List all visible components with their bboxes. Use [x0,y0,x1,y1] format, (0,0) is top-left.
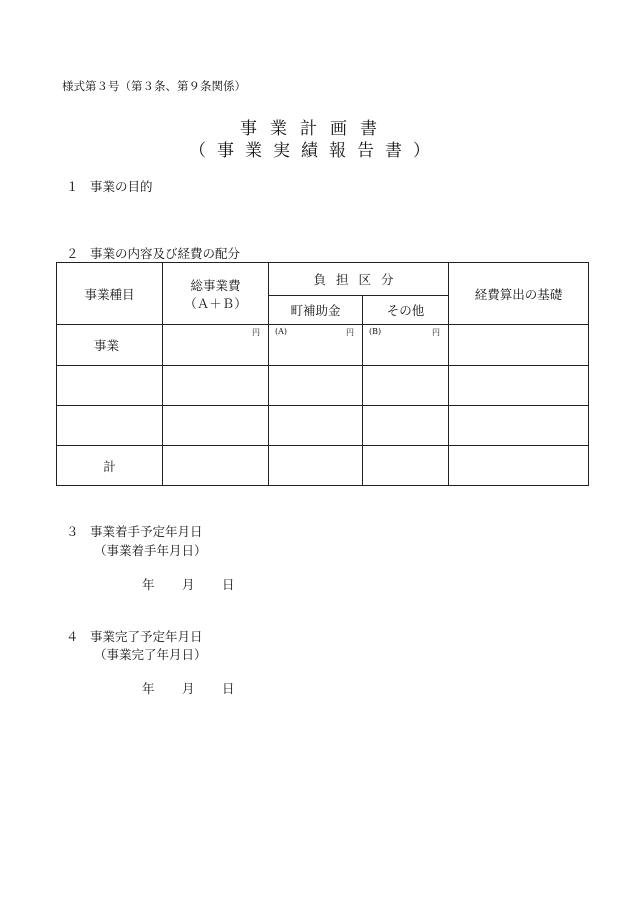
cell-other[interactable] [363,446,449,486]
cell-total-cost[interactable] [163,366,269,406]
section-purpose [66,177,153,195]
year-label: 年 [142,577,155,592]
section-label: 事業完了予定年月日 [90,629,203,644]
cell-town-subsidy[interactable] [269,325,363,366]
section-end-date-sub: （事業完了年月日） [94,647,207,662]
cell-other[interactable] [363,325,449,366]
cell-other[interactable] [363,406,449,446]
budget-table [56,262,589,486]
start-date-field[interactable] [142,575,262,593]
header-burden-division: 負担区分 [269,263,449,296]
cell-total-cost[interactable] [163,446,269,486]
form-number: 様式第３号（第３条、第９条関係） [62,79,246,93]
unit-yen: 円 [252,328,260,337]
cell-town-subsidy[interactable] [269,406,363,446]
header-cost-basis: 経費算出の基礎 [449,263,589,325]
month-label: 月 [182,681,195,696]
section-number: ２ [66,246,79,261]
header-other: その他 [363,296,449,325]
cell-cost-basis[interactable] [449,325,589,366]
header-town-subsidy: 町補助金 [269,296,363,325]
end-date-field[interactable] [142,679,262,697]
section-label: 事業の目的 [90,179,153,194]
section-number: ４ [66,629,79,644]
cell-cost-basis[interactable] [449,406,589,446]
day-label: 日 [222,681,235,696]
section-number: １ [66,179,79,194]
cell-cost-basis[interactable] [449,446,589,486]
year-label: 年 [142,681,155,696]
cell-project-type[interactable] [57,366,163,406]
section-label: 事業着手予定年月日 [90,524,203,539]
cell-total-cost[interactable] [163,406,269,446]
header-total-cost-formula: （Ａ＋Ｂ） [184,295,247,311]
cell-town-subsidy[interactable] [269,366,363,406]
unit-yen: 円 [432,328,441,337]
section-content [66,244,240,262]
cell-total-cost[interactable] [163,325,269,366]
day-label: 日 [222,577,235,592]
header-total-cost-label: 総事業費 [190,277,241,293]
row-project-label: 事業 [57,325,163,366]
section-label: 事業の内容及び経費の配分 [90,246,241,261]
mark-b: (B) [369,327,382,336]
mark-a: (A) [275,327,288,336]
cell-project-type[interactable] [57,406,163,446]
header-project-type: 事業種目 [57,263,163,325]
cell-other[interactable] [363,366,449,406]
section-end-date [66,627,203,645]
document-title: 事業計画書 [240,119,390,139]
document-subtitle: （事業実績報告書） [189,141,441,161]
section-number: ３ [66,524,79,539]
section-start-date-sub: （事業着手年月日） [94,543,207,558]
unit-yen: 円 [346,328,354,337]
header-total-cost [163,263,269,325]
month-label: 月 [182,577,195,592]
row-total-label: 計 [57,446,163,486]
cell-town-subsidy[interactable] [269,446,363,486]
cell-cost-basis[interactable] [449,366,589,406]
section-start-date [66,522,203,540]
